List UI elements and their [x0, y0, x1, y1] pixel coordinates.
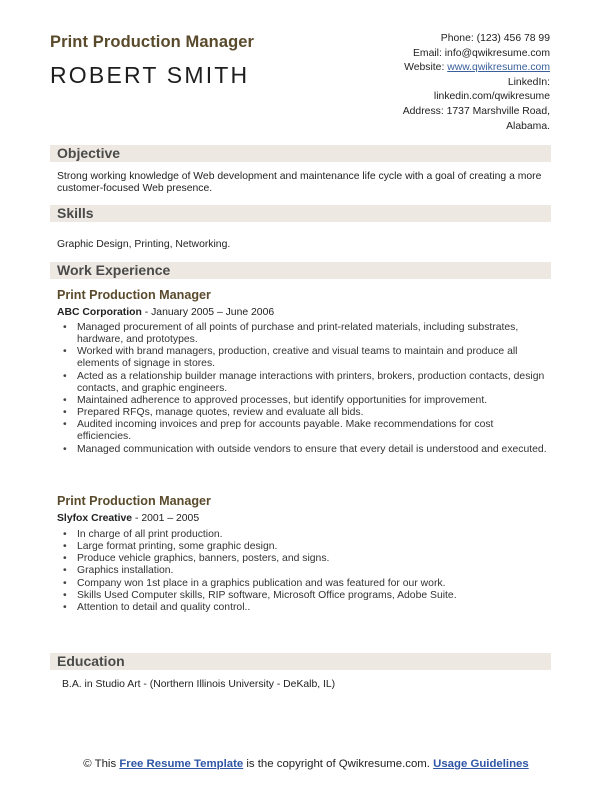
duty-item: • Audited incoming invoices and prep for accounts payable. Make recommendations for cost efficiencies.: [57, 419, 547, 443]
education-heading: Education: [57, 653, 125, 669]
company-name: ABC Corporation: [57, 307, 142, 318]
skills-section-header: [50, 205, 551, 222]
job-duties-list: [57, 322, 547, 456]
footer-middle: is the copyright of Qwikresume.com.: [243, 758, 434, 770]
job-duties-list: [57, 529, 547, 614]
education-section-header: [50, 653, 551, 670]
website-link[interactable]: www.qwikresume.com: [447, 62, 550, 74]
contact-block: [310, 32, 550, 134]
contact-email: Email: info@qwikresume.com: [412, 47, 550, 59]
duty-item: • Attention to detail and quality control..: [57, 602, 547, 614]
free-resume-template-link[interactable]: Free Resume Template: [119, 758, 244, 770]
job-company-line: [57, 307, 274, 318]
candidate-name: ROBERT SMITH: [50, 62, 250, 88]
duty-item: • Graphics installation.: [57, 565, 547, 577]
resume-job-title: Print Production Manager: [50, 33, 255, 51]
copyright-footer: [50, 757, 562, 771]
duty-item: • Prepared RFQs, manage quotes, review and evaluate all bids.: [57, 407, 547, 419]
contact-phone: Phone: (123) 456 78 99: [440, 33, 550, 44]
duty-item: • Acted as a relationship builder manage interactions with printers, brokers, production contacts, design contacts, and graphic engineers.: [57, 371, 547, 395]
contact-address-line2: Alabama.: [506, 120, 550, 132]
education-text: B.A. in Studio Art - (Northern Illinois University - DeKalb, IL): [62, 679, 336, 690]
duty-item: • Managed procurement of all points of purchase and print-related materials, including substrates, hardware, and prototypes.: [57, 322, 547, 346]
duty-item: • Worked with brand managers, production, creative and visual teams to maintain and produce all elements of signage in stores.: [57, 346, 547, 370]
company-name: Slyfox Creative: [57, 513, 133, 524]
contact-linkedin-label: LinkedIn:: [507, 76, 550, 88]
skills-heading: Skills: [57, 205, 94, 221]
objective-heading: Objective: [57, 145, 121, 161]
duty-item: • Produce vehicle graphics, banners, posters, and signs.: [57, 553, 547, 565]
duty-item: • Large format printing, some graphic design.: [57, 541, 547, 553]
job-company-line: [57, 513, 199, 524]
skills-text: Graphic Design, Printing, Networking.: [57, 239, 231, 250]
work-experience-section-header: [50, 262, 551, 279]
contact-address-line1: Address: 1737 Marshville Road,: [402, 105, 550, 117]
contact-website: [310, 61, 550, 76]
duty-item: • In charge of all print production.: [57, 529, 547, 541]
work-experience-heading: Work Experience: [57, 262, 171, 278]
job-dates: - 2001 – 2005: [132, 513, 200, 524]
duty-item: • Skills Used Computer skills, RIP software, Microsoft Office programs, Adobe Suite.: [57, 590, 547, 602]
objective-text: Strong working knowledge of Web development and maintenance life cycle with a goal of creating a more customer-focused Web presence.: [57, 171, 542, 195]
website-label: Website:: [404, 62, 448, 74]
duty-item: • Managed communication with outside vendors to ensure that every detail is understood and executed.: [57, 444, 547, 456]
footer-prefix: © This: [83, 758, 120, 770]
objective-section-header: [50, 145, 551, 162]
duty-item: • Maintained adherence to approved processes, but identify opportunities for improvement.: [57, 395, 547, 407]
job-title: Print Production Manager: [57, 288, 211, 302]
usage-guidelines-link[interactable]: Usage Guidelines: [433, 758, 529, 770]
job-title: Print Production Manager: [57, 494, 211, 508]
duty-item: • Company won 1st place in a graphics publication and was featured for our work.: [57, 578, 547, 590]
contact-linkedin-url: linkedin.com/qwikresume: [433, 91, 550, 103]
job-dates: - January 2005 – June 2006: [141, 307, 275, 318]
